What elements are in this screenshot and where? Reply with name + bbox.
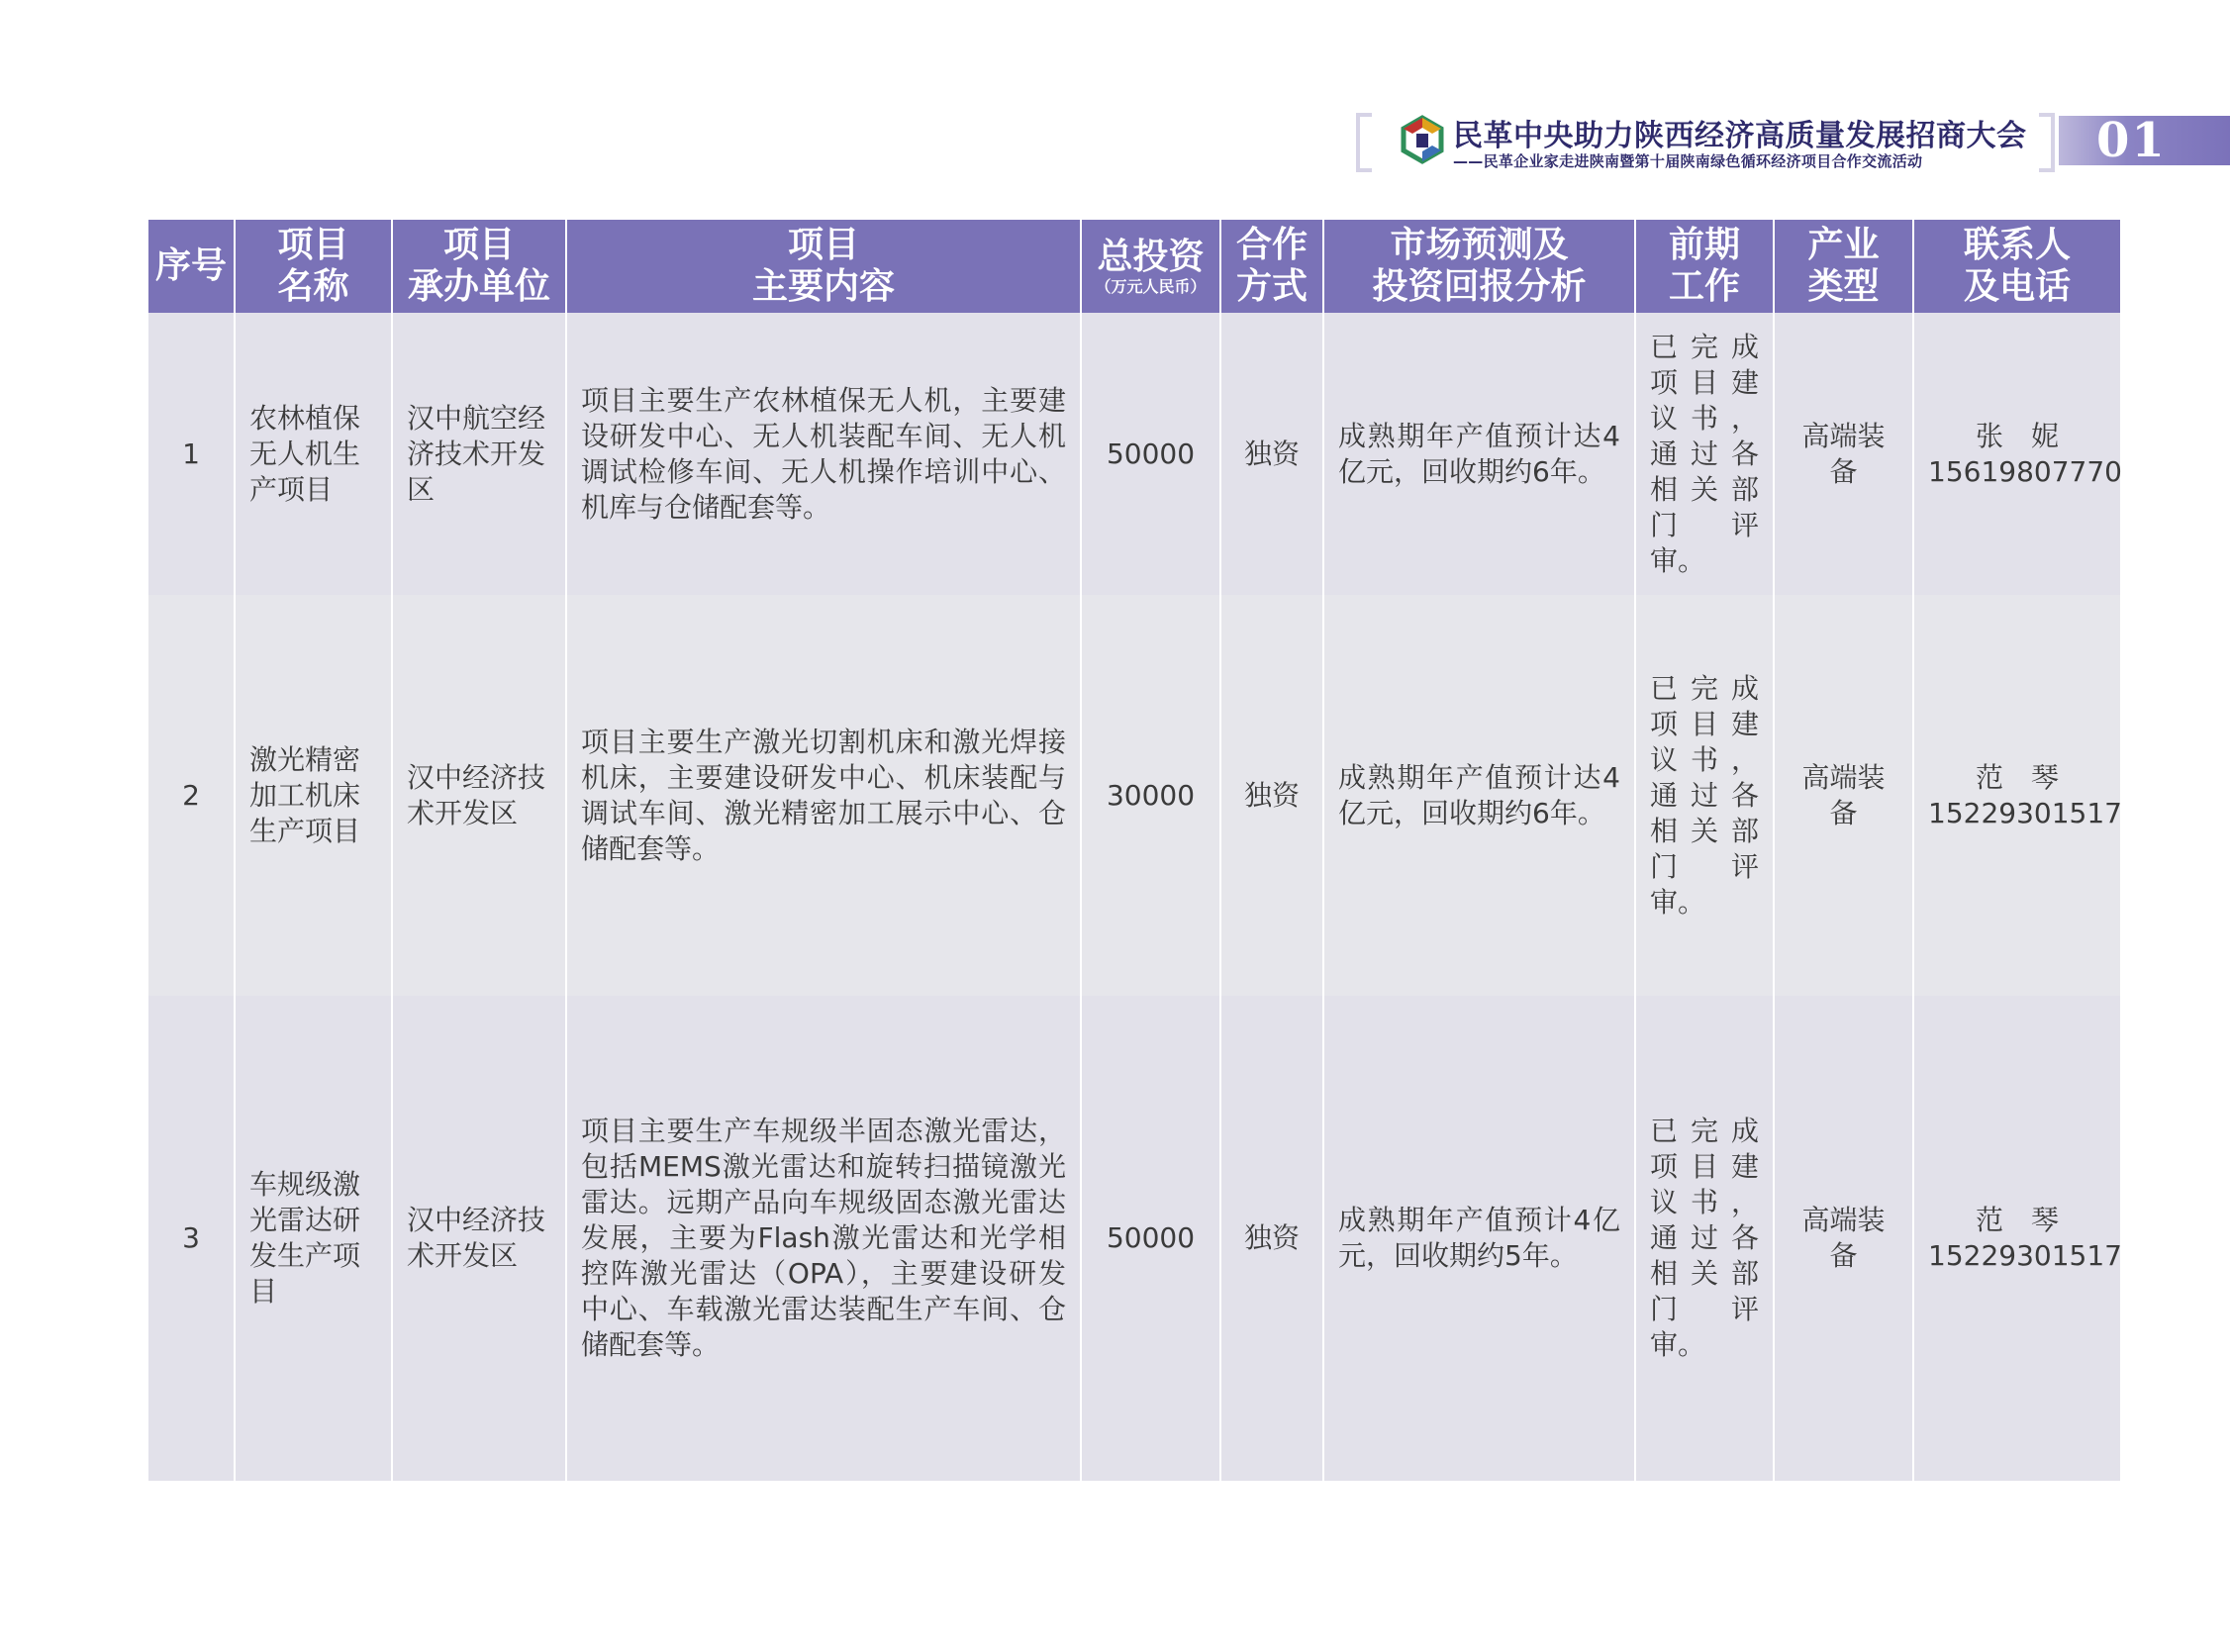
cell-market: 成熟期年产值预计4亿元，回收期约5年。 xyxy=(1323,996,1635,1481)
cell-cooperation: 独资 xyxy=(1220,313,1323,595)
cell-content: 项目主要生产车规级半固态激光雷达，包括MEMS激光雷达和旋转扫描镜激光雷达。远期产品向车规级固态激光雷达发展，主要为Flash激光雷达和光学相控阵激光雷达（OPA），主要建设研发中心、车载激光雷达装配生产车间、仓储配套等。 xyxy=(566,996,1081,1481)
header-content: 项目 主要内容 xyxy=(566,220,1081,313)
contact-name: 张 妮 xyxy=(1975,419,2059,452)
table-row xyxy=(147,313,2121,595)
cell-prework: 已完成项目建议书，通过各相关部门评审。 xyxy=(1635,313,1774,595)
table-header-row xyxy=(147,220,2121,313)
header-unit: 项目 承办单位 xyxy=(392,220,566,313)
cell-contact xyxy=(1913,313,2121,595)
cell-unit: 汉中经济技术开发区 xyxy=(392,595,566,996)
cell-contact xyxy=(1913,595,2121,996)
conference-logo-icon xyxy=(1398,115,1447,164)
cell-no: 2 xyxy=(147,595,235,996)
contact-name: 范 琴 xyxy=(1975,760,2059,794)
cell-investment: 30000 xyxy=(1081,595,1220,996)
cell-industry: 高端装备 xyxy=(1774,313,1913,595)
right-bracket-decoration xyxy=(2039,113,2055,172)
header-name: 项目 名称 xyxy=(235,220,392,313)
cell-investment: 50000 xyxy=(1081,313,1220,595)
conference-subtitle: ——民革企业家走进陕南暨第十届陕南绿色循环经济项目合作交流活动 xyxy=(1453,152,1923,170)
project-table xyxy=(146,220,2122,1481)
cell-market: 成熟期年产值预计达4亿元，回收期约6年。 xyxy=(1323,313,1635,595)
header-prework: 前期 工作 xyxy=(1635,220,1774,313)
contact-phone: 15619807770 xyxy=(1928,454,2122,488)
cell-prework: 已完成项目建议书，通过各相关部门评审。 xyxy=(1635,996,1774,1481)
cell-unit: 汉中航空经济技术开发区 xyxy=(392,313,566,595)
header-contact: 联系人 及电话 xyxy=(1913,220,2121,313)
contact-name: 范 琴 xyxy=(1975,1204,2059,1236)
cell-cooperation: 独资 xyxy=(1220,996,1323,1481)
contact-phone: 15229301517 xyxy=(1928,796,2122,829)
header-no: 序号 xyxy=(147,220,235,313)
cell-name: 车规级激光雷达研发生产项目 xyxy=(235,996,392,1481)
cell-content: 项目主要生产激光切割机床和激光焊接机床，主要建设研发中心、机床装配与调试车间、激光精密加工展示中心、仓储配套等。 xyxy=(566,595,1081,996)
cell-content: 项目主要生产农林植保无人机，主要建设研发中心、无人机装配车间、无人机调试检修车间、无人机操作培训中心、机库与仓储配套等。 xyxy=(566,313,1081,595)
cell-industry: 高端装备 xyxy=(1774,996,1913,1481)
header-market: 市场预测及 投资回报分析 xyxy=(1323,220,1635,313)
cell-name: 激光精密加工机床生产项目 xyxy=(235,595,392,996)
header-industry: 产业 类型 xyxy=(1774,220,1913,313)
cell-contact xyxy=(1913,996,2121,1481)
cell-investment: 50000 xyxy=(1081,996,1220,1481)
cell-industry: 高端装备 xyxy=(1774,595,1913,996)
header-investment: 总投资 （万元人民币） xyxy=(1081,220,1220,313)
table-row xyxy=(147,996,2121,1481)
page-number: 01 xyxy=(2096,113,2167,168)
cell-market: 成熟期年产值预计达4亿元，回收期约6年。 xyxy=(1323,595,1635,996)
conference-title: 民革中央助力陕西经济高质量发展招商大会 xyxy=(1453,119,2027,153)
contact-phone: 15229301517 xyxy=(1928,1239,2122,1272)
cell-prework: 已完成项目建议书，通过各相关部门评审。 xyxy=(1635,595,1774,996)
cell-cooperation: 独资 xyxy=(1220,595,1323,996)
cell-unit: 汉中经济技术开发区 xyxy=(392,996,566,1481)
cell-no: 3 xyxy=(147,996,235,1481)
cell-name: 农林植保无人机生产项目 xyxy=(235,313,392,595)
left-bracket-decoration xyxy=(1356,113,1372,172)
header-cooperation: 合作 方式 xyxy=(1220,220,1323,313)
cell-no: 1 xyxy=(147,313,235,595)
table-row xyxy=(147,595,2121,996)
